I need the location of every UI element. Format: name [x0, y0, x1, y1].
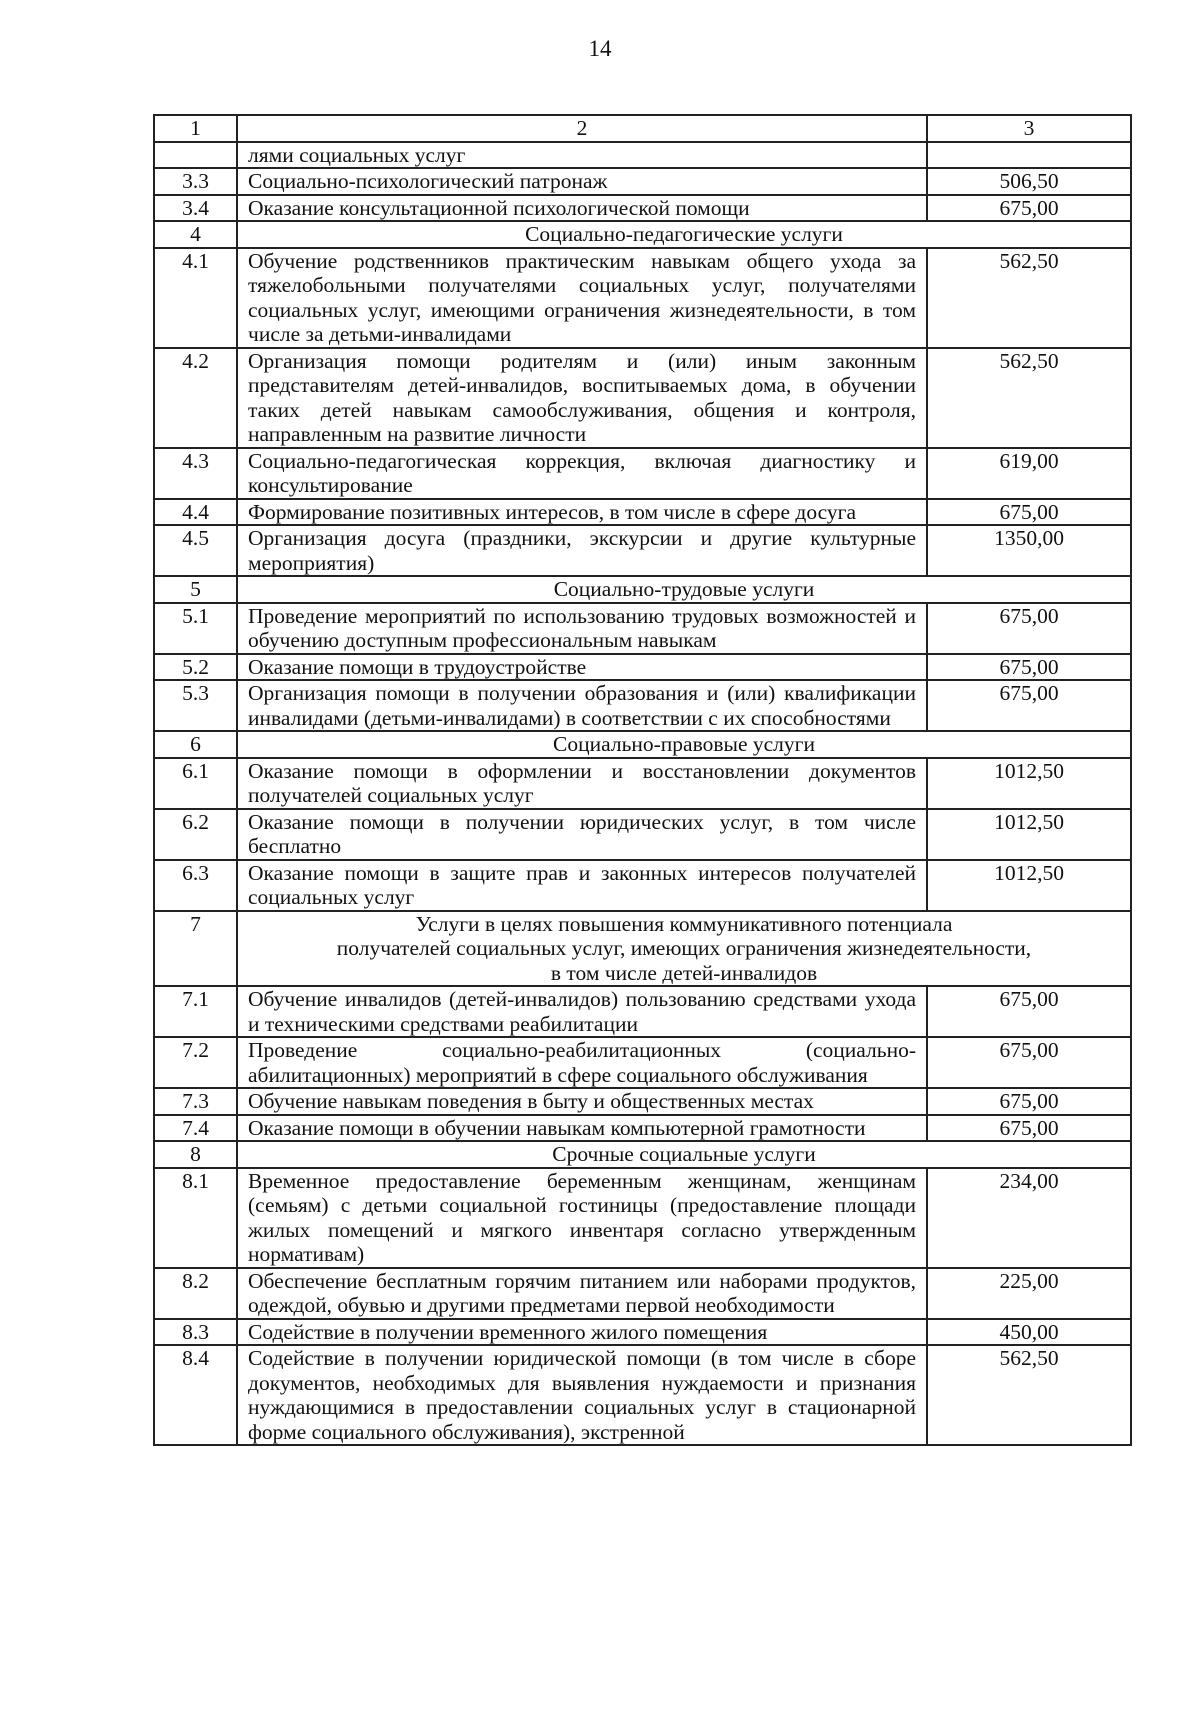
- service-description: Оказание помощи в обучении навыкам компьютерной грамотности: [237, 1115, 927, 1142]
- row-number: 3.3: [154, 168, 237, 195]
- service-description: Оказание консультационной психологической помощи: [237, 195, 927, 222]
- section-title-line: в том числе детей-инвалидов: [550, 960, 818, 985]
- service-description: Формирование позитивных интересов, в том числе в сфере досуга: [237, 499, 927, 526]
- section-number: 5: [154, 576, 237, 603]
- header-cell-number: 1: [154, 115, 237, 142]
- service-price: 562,50: [927, 1345, 1131, 1445]
- row-number: 8.4: [154, 1345, 237, 1445]
- table-row: [154, 603, 1131, 654]
- service-price: 675,00: [927, 1115, 1131, 1142]
- service-price: 675,00: [927, 1037, 1131, 1088]
- service-description: Обеспечение бесплатным горячим питанием или наборами продуктов, одеждой, обувью и другими предметами первой необходимости: [237, 1268, 927, 1319]
- section-title-line: Услуги в целях повышения коммуникативного потенциала: [415, 911, 953, 936]
- service-description: Оказание помощи в защите прав и законных интересов получателей социальных услуг: [237, 860, 927, 911]
- service-description: Организация досуга (праздники, экскурсии и другие культурные мероприятия): [237, 525, 927, 576]
- table-row: [154, 195, 1131, 222]
- row-number: 8.2: [154, 1268, 237, 1319]
- table-row: [154, 1115, 1131, 1142]
- row-number: 3.4: [154, 195, 237, 222]
- table-row: [154, 1037, 1131, 1088]
- service-description: Организация помощи в получении образования и (или) квалификации инвалидами (детьми-инвалидами) в соответствии с их способностями: [237, 680, 927, 731]
- row-number: [154, 142, 237, 169]
- service-price: 675,00: [927, 1088, 1131, 1115]
- section-row: [154, 911, 1131, 987]
- table-row: [154, 499, 1131, 526]
- table-row: [154, 248, 1131, 348]
- section-row: [154, 731, 1131, 758]
- table-row: [154, 758, 1131, 809]
- table-row: [154, 809, 1131, 860]
- service-price: 562,50: [927, 348, 1131, 448]
- service-price: 506,50: [927, 168, 1131, 195]
- service-description: Обучение родственников практическим навыкам общего ухода за тяжелобольными получателями социальных услуг, получателями социальных услуг, имеющими ограничения жизнедеятельности, в том числе за детьми-инвалидами: [237, 248, 927, 348]
- row-number: 4.2: [154, 348, 237, 448]
- table-row: [154, 986, 1131, 1037]
- section-title: Социально-педагогические услуги: [237, 221, 1131, 248]
- section-title-line: получателей социальных услуг, имеющих ограничения жизнедеятельности,: [336, 936, 1032, 960]
- service-price: 225,00: [927, 1268, 1131, 1319]
- service-price: 1350,00: [927, 525, 1131, 576]
- section-number: 6: [154, 731, 237, 758]
- header-cell-price: 3: [927, 115, 1131, 142]
- row-number: 7.4: [154, 1115, 237, 1142]
- service-description: Оказание помощи в получении юридических услуг, в том числе бесплатно: [237, 809, 927, 860]
- page-number: 14: [588, 36, 612, 61]
- table-row: [154, 860, 1131, 911]
- row-number: 4.1: [154, 248, 237, 348]
- table-row: [154, 654, 1131, 681]
- table-row: [154, 1268, 1131, 1319]
- table-row: [154, 1088, 1131, 1115]
- service-description: Оказание помощи в оформлении и восстановлении документов получателей социальных услуг: [237, 758, 927, 809]
- service-description: Содействие в получении юридической помощи (в том числе в сборе документов, необходимых для выявления нуждаемости и признания нуждающимися в предоставлении социальных услуг в стационарной форме социального обслуживания), экстренной: [237, 1345, 927, 1445]
- service-price: 675,00: [927, 654, 1131, 681]
- service-description: Обучение навыкам поведения в быту и общественных местах: [237, 1088, 927, 1115]
- table-row: [154, 168, 1131, 195]
- service-description: Содействие в получении временного жилого помещения: [237, 1319, 927, 1346]
- row-number: 4.3: [154, 448, 237, 499]
- services-tariff-table: [153, 114, 1132, 1446]
- row-number: 7.1: [154, 986, 237, 1037]
- service-price: 675,00: [927, 986, 1131, 1037]
- service-description: Оказание помощи в трудоустройстве: [237, 654, 927, 681]
- row-number: 6.1: [154, 758, 237, 809]
- table-row: [154, 348, 1131, 448]
- table-row: [154, 680, 1131, 731]
- service-description: Проведение мероприятий по использованию трудовых возможностей и обучению доступным профессиональным навыкам: [237, 603, 927, 654]
- section-row: [154, 1141, 1131, 1168]
- service-price: 1012,50: [927, 758, 1131, 809]
- service-description: Социально-педагогическая коррекция, включая диагностику и консультирование: [237, 448, 927, 499]
- row-number: 7.2: [154, 1037, 237, 1088]
- service-price: 1012,50: [927, 809, 1131, 860]
- service-price: 1012,50: [927, 860, 1131, 911]
- service-price: 562,50: [927, 248, 1131, 348]
- section-number: 7: [154, 911, 237, 987]
- section-title: Социально-правовые услуги: [237, 731, 1131, 758]
- service-description: Временное предоставление беременным женщинам, женщинам (семьям) с детьми социальной гостиницы (предоставление площади жилых помещений и мягкого инвентаря согласно утвержденным нормативам): [237, 1168, 927, 1268]
- row-number: 4.5: [154, 525, 237, 576]
- row-number: 8.1: [154, 1168, 237, 1268]
- section-title: Социально-трудовые услуги: [237, 576, 1131, 603]
- continuation-row: [154, 142, 1131, 169]
- service-price: 450,00: [927, 1319, 1131, 1346]
- section-number: 4: [154, 221, 237, 248]
- table-row: [154, 1168, 1131, 1268]
- service-price: 675,00: [927, 195, 1131, 222]
- row-number: 5.1: [154, 603, 237, 654]
- section-title: [237, 911, 1131, 987]
- table-row: [154, 1345, 1131, 1445]
- section-row: [154, 221, 1131, 248]
- table-row: [154, 1319, 1131, 1346]
- service-price: 675,00: [927, 680, 1131, 731]
- section-row: [154, 576, 1131, 603]
- row-number: 6.3: [154, 860, 237, 911]
- service-description: Обучение инвалидов (детей-инвалидов) пользованию средствами ухода и техническими средствами реабилитации: [237, 986, 927, 1037]
- section-number: 8: [154, 1141, 237, 1168]
- row-number: 5.2: [154, 654, 237, 681]
- table-header-row: [154, 115, 1131, 142]
- service-price: [927, 142, 1131, 169]
- service-description: Проведение социально-реабилитационных (социально-абилитационных) мероприятий в сфере социального обслуживания: [237, 1037, 927, 1088]
- section-title: Срочные социальные услуги: [237, 1141, 1131, 1168]
- table-body: [154, 115, 1131, 1445]
- row-number: 7.3: [154, 1088, 237, 1115]
- service-description: лями социальных услуг: [237, 142, 927, 169]
- table-row: [154, 448, 1131, 499]
- service-description: Организация помощи родителям и (или) иным законным представителям детей-инвалидов, воспитываемых дома, в обучении таких детей навыкам самообслуживания, общения и контроля, направленным на развитие личности: [237, 348, 927, 448]
- service-price: 675,00: [927, 499, 1131, 526]
- service-description: Социально-психологический патронаж: [237, 168, 927, 195]
- service-price: 675,00: [927, 603, 1131, 654]
- header-cell-description: 2: [237, 115, 927, 142]
- table-row: [154, 525, 1131, 576]
- row-number: 5.3: [154, 680, 237, 731]
- row-number: 4.4: [154, 499, 237, 526]
- row-number: 6.2: [154, 809, 237, 860]
- row-number: 8.3: [154, 1319, 237, 1346]
- service-price: 619,00: [927, 448, 1131, 499]
- service-price: 234,00: [927, 1168, 1131, 1268]
